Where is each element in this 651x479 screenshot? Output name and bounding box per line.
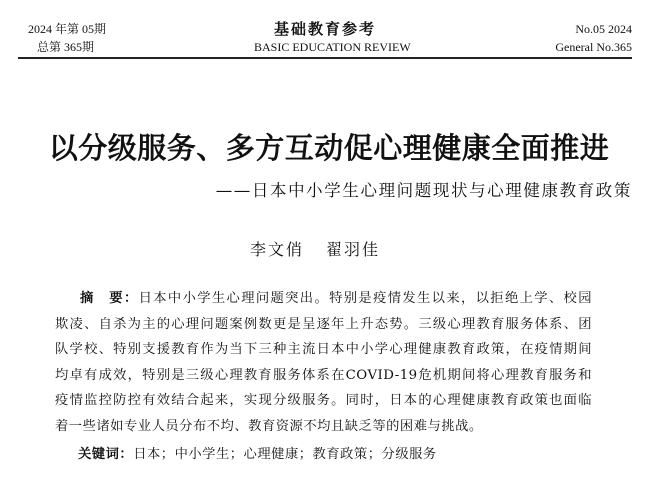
- abstract-line: 均卓有成效，特别是三级心理教育服务体系在COVID-19危机期间将心理教育服务和: [55, 368, 592, 383]
- issue-cn: 2024 年第 05期: [28, 22, 107, 36]
- abstract-line: 欺凌、自杀为主的心理问题案例数更是呈逐年上升态势。三级心理教育服务体系、团: [55, 317, 592, 332]
- author: 李文俏: [250, 240, 305, 259]
- abstract-line: 着一些诸如专业人员分布不均、教育资源不均且缺乏等的困难与挑战。: [55, 419, 483, 434]
- abstract-line: 队学校、特别支援教育作为当下三种主流日本中小学心理健康教育政策，在疫情期间: [55, 342, 592, 357]
- issue-en: No.05 2024: [575, 22, 632, 36]
- article-title: 以分级服务、多方互动促心理健康全面推进: [48, 131, 610, 165]
- abstract-line: 摘 要：日本中小学生心理问题突出。特别是疫情发生以来，以拒绝上学、校园: [80, 291, 593, 306]
- total-issue-en: General No.365: [555, 40, 632, 54]
- journal-name-cn: 基础教育参考: [274, 20, 377, 38]
- journal-name-en: BASIC EDUCATION REVIEW: [254, 40, 411, 54]
- abstract-line: 疫情监控防控有效结合起来，实现分级服务。同时，日本的心理健康教育政策也面临: [55, 393, 592, 408]
- keywords-label: 关键词：: [78, 447, 134, 462]
- authors: [250, 239, 380, 261]
- author: 翟羽佳: [326, 240, 381, 259]
- total-issue-cn: 总第 365期: [37, 40, 95, 54]
- abstract-label: 摘 要：: [80, 291, 139, 306]
- article-subtitle: ——日本中小学生心理问题现状与心理健康教育政策: [215, 181, 632, 200]
- header-rule: [18, 57, 632, 59]
- keywords-line: [78, 446, 615, 464]
- keywords: 日本；中小学生；心理健康；教育政策；分级服务: [133, 447, 437, 462]
